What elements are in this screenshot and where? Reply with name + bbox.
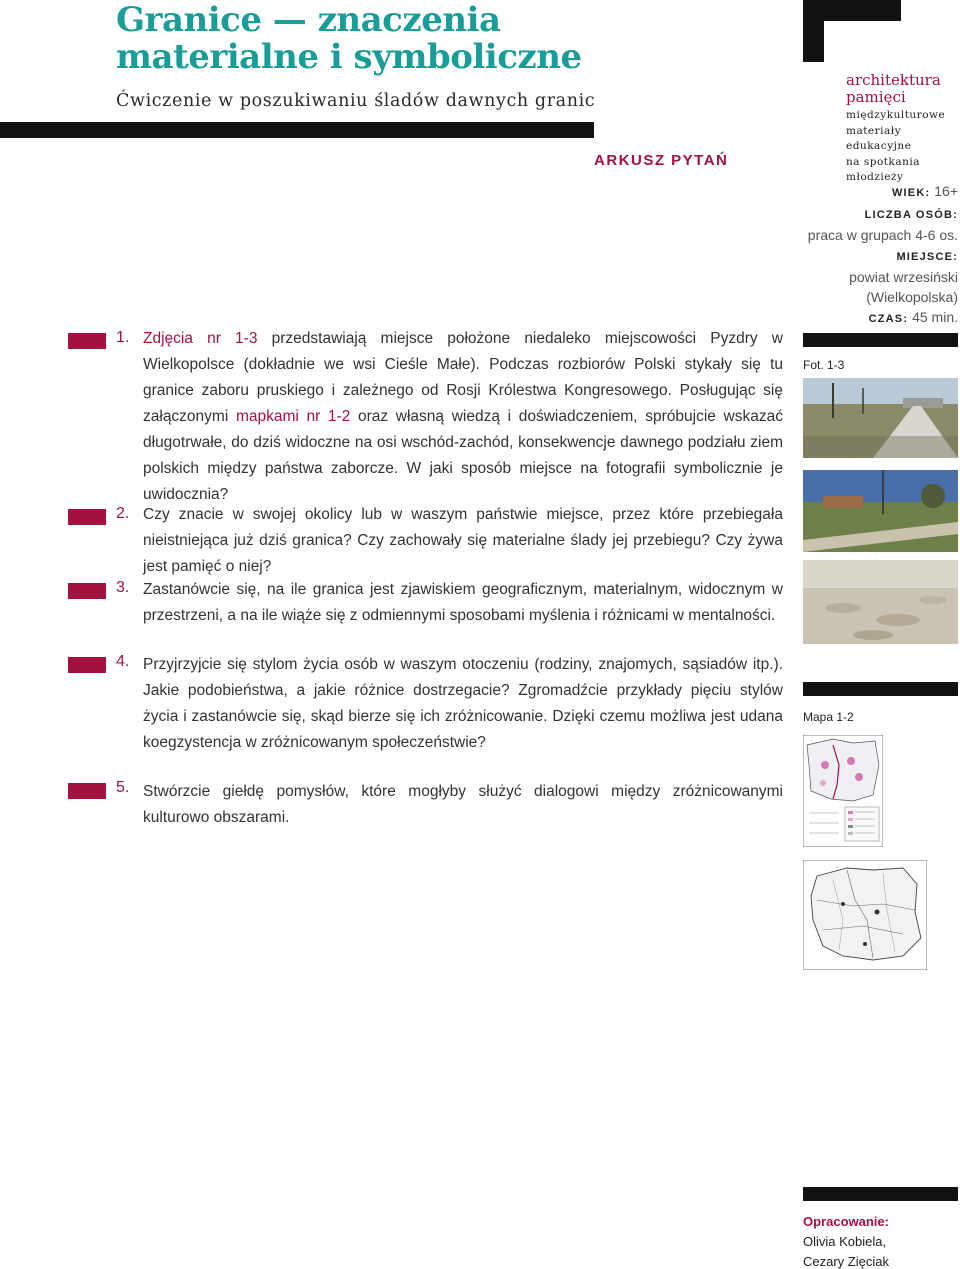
brand-desc-line-2: materiały edukacyjne [846, 124, 912, 152]
credits-bar [803, 1187, 958, 1201]
header-divider-bar [0, 122, 594, 138]
page-title [116, 2, 582, 76]
question-5-number: 5. [116, 779, 130, 796]
activity-meta [788, 181, 958, 329]
photo-1 [803, 378, 958, 458]
meta-place-key: MIEJSCE: [896, 251, 958, 263]
meta-time-key: CZAS: [868, 313, 909, 325]
brand-desc-line-1: międzykulturowe [846, 109, 946, 121]
brand-description [846, 108, 960, 186]
meta-people-key: LICZBA OSÓB: [864, 209, 958, 221]
title-line-1: Granice — znaczenia [116, 0, 501, 40]
subtitle: Ćwiczenie w poszukiwaniu śladów dawnych granic [116, 91, 596, 111]
photo-label: Fot. 1-3 [803, 358, 845, 372]
question-1-text-a: przedstawiają miejsce położone niedaleko miejscowości Pyzdry w Wielkopolsce (dokładnie we wsi Cieśle Małe). Podczas rozbiorów Polski stykały się tu granice zaboru pruskiego i zależnego od Rosji Królestwa Kongresowego. Posługując się załączonymi [143, 330, 784, 425]
brand-desc-line-4: młodzieży [846, 171, 904, 183]
brand-desc-line-3: na spotkania [846, 155, 921, 168]
meta-age [788, 181, 958, 203]
brand-name [846, 72, 941, 106]
sheet-label: ARKUSZ PYTAŃ [594, 152, 729, 169]
question-5-text: Stwórzcie giełdę pomysłów, które mogłyby służyć dialogowi między zróżnicowanymi kulturowo obszarami. [143, 783, 783, 826]
question-3-text: Zastanówcie się, na ile granica jest zjawiskiem geograficznym, materialnym, widocznym w przestrzeni, a na ile wiąże się z odmiennymi sposobami myślenia i różnicami w mentalności. [143, 581, 783, 624]
brand-name-line-2: pamięci [846, 88, 906, 106]
credits-title: Opracowanie: [803, 1214, 889, 1229]
meta-people-key-row [788, 203, 958, 225]
question-4-marker [68, 657, 106, 673]
meta-time-value: 45 min. [912, 309, 958, 325]
photo-section-bar [803, 333, 958, 347]
question-1-lead: Zdjęcia nr 1-3 [143, 330, 258, 347]
map-1 [803, 735, 883, 847]
meta-age-key: WIEK: [891, 187, 931, 199]
logo-mark-left [803, 0, 824, 62]
question-3-number: 3. [116, 579, 130, 596]
meta-age-value: 16+ [934, 183, 958, 199]
brand-name-line-1: architektura [846, 71, 941, 89]
meta-people-value: praca w grupach 4-6 os. [807, 227, 958, 243]
question-2-number: 2. [116, 505, 130, 522]
meta-place-key-row [788, 245, 958, 267]
meta-place-value-1: powiat wrzesiński [849, 269, 958, 285]
question-1-number: 1. [116, 329, 130, 346]
map-label: Mapa 1-2 [803, 710, 854, 724]
question-2-marker [68, 509, 106, 525]
question-1-marker [68, 333, 106, 349]
question-4-text: Przyjrzyjcie się stylom życia osób w waszym otoczeniu (rodziny, znajomych, sąsiadów itp.). Jakie podobieństwa, a jakie różnice dostrzegacie? Zgromadźcie przykłady pięciu stylów życia i zastanówcie się, skąd bierze się ich zróżnicowanie. Dzięki czemu możliwa jest udana koegzystencja w zróżnicowanym społeczeństwie? [143, 656, 783, 751]
meta-time [788, 307, 958, 329]
photo-3 [803, 560, 958, 644]
title-line-2: materialne i symboliczne [116, 37, 582, 77]
question-5-marker [68, 783, 106, 799]
map-section-bar [803, 682, 958, 696]
question-1-text-b: oraz własną wiedzą i doświadczeniem, spróbujcie wskazać długotrwałe, do dziś widoczne na osi wschód-zachód, konsekwencje dawnego podziału ziem polskich między państwa zaborcze. W jaki sposób miejsce na fotografii symbolicznie je uwidoczniа? [143, 408, 783, 503]
question-2-text: Czy znacie w swojej okolicy lub w waszym państwie miejsce, przez które przebiegała nieistniejąca już dziś granica? Czy zachowały się materialne ślady jej przebiegu? Czy żywa jest pamięć o niej? [143, 506, 783, 575]
question-4-number: 4. [116, 653, 130, 670]
map-2 [803, 860, 927, 970]
photo-2 [803, 470, 958, 552]
meta-place-value-2: (Wielkopolska) [866, 289, 958, 305]
question-3-marker [68, 583, 106, 599]
question-1-text [143, 326, 783, 508]
credits-author-2: Cezary Zięciak [803, 1254, 889, 1269]
credits-author-1: Olivia Kobiela, [803, 1234, 887, 1249]
question-1-map-reference: mapkami nr 1-2 [235, 408, 351, 425]
